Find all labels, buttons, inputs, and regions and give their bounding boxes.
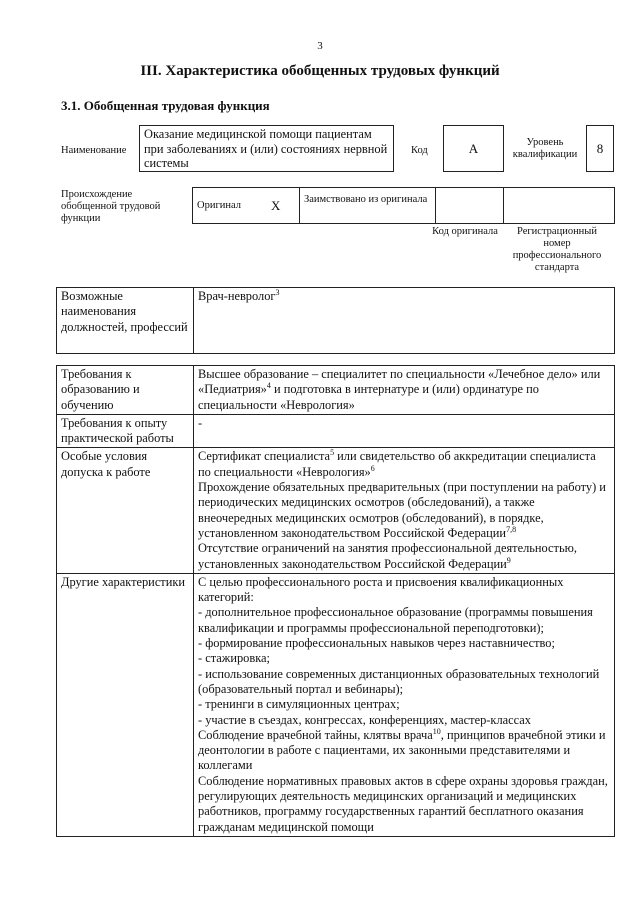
positions-cell [194,288,615,354]
experience-label: Требования к опыту практической работы [57,414,194,448]
positions-label: Возможные наименования должностей, профессий [57,288,194,354]
other-item-9: Соблюдение нормативных правовых актов в сфере охраны здоровья граждан, регулирующих деятельность медицинских организаций и медицинских работников, программу государственных гарантий бесплатного оказания гражданам медицинской помощи [198,773,608,834]
code-original-cell [436,188,504,224]
other-item-5: - использование современных дистанционных образовательных технологий (образовательный портал и вебинары); [198,666,600,696]
special-2-text: Прохождение обязательных предварительных (при поступлении на работу) и периодических медицинских осмотров (обследований), а также внеочередных медицинских осмотров (обследований), в порядке, установленном законодательством Российской Федерации [198,480,606,540]
other-item-4: - стажировка; [198,651,270,666]
level-value: 8 [596,141,604,156]
origin-table [192,187,615,224]
subsection-title: 3.1. Обобщенная трудовая функция [61,98,270,113]
special-label: Особые условия допуска к работе [57,448,194,573]
name-box [139,125,394,172]
special-item-2 [198,480,610,541]
positions-table [56,287,615,354]
code-label: Код [411,145,428,156]
special-2-sup: 7,8 [506,524,517,534]
positions-value: Врач-невролог [198,289,276,303]
special-1-sup2: 6 [370,463,375,473]
positions-sup: 3 [275,287,280,297]
code-original-caption: Код оригинала [432,226,498,237]
special-3-sup: 9 [506,555,511,565]
special-item-1 [198,449,610,480]
education-sup: 4 [266,381,271,391]
special-1-text-a: Сертификат специалиста [198,449,331,464]
education-label: Требования к образованию и обучению [57,366,194,415]
other-item-7: - участие в съездах, конгрессах, конференциях, мастер-классах [198,712,531,727]
reg-number-caption: Регистрационный номер профессионального стандарта [512,226,602,273]
other-8-text-b: , принципов врачебной этики и деонтологии в работе с пациентами, их законными представителями и коллегами [198,727,606,773]
special-1-sup: 5 [330,448,335,458]
other-8-sup: 10 [432,726,441,736]
page-number: 3 [317,40,323,52]
borrowed-label: Заимствовано из оригинала [300,188,436,224]
other-item-1: С целью профессионального роста и присвоения квалификационных категорий: [198,574,564,605]
special-item-3 [198,541,610,572]
special-cell [194,448,615,573]
special-3-text: Отсутствие ограничений на занятия профессиональной деятельностью, установленных законодательством Российской Федерации [198,541,577,571]
special-1-text-b: или свидетельство об аккредитации специалиста по специальности «Неврология» [198,449,596,479]
education-text-2: и подготовка в интернатуре и (или) ординатуре по специальности «Неврология» [198,382,539,412]
code-box [443,125,504,172]
reg-number-cell [504,188,615,224]
education-text-1: Высшее образование – специалитет по специальности «Лечебное дело» или «Педиатрия» [198,367,601,397]
name-value: Оказание медицинской помощи пациентам при заболеваниях и (или) состояниях нервной системы [144,127,388,170]
code-value: А [468,141,479,156]
other-item-3: - формирование профессиональных навыков через наставничество; [198,636,555,651]
other-8-text-a: Соблюдение врачебной тайны, клятвы врача [198,727,433,742]
other-item-2: - дополнительное профессиональное образование (программы повышения квалификации и программы профессиональной переподготовки); [198,605,593,635]
other-label: Другие характеристики [57,573,194,836]
experience-value: - [194,414,615,448]
education-cell [194,366,615,415]
original-mark: X [267,188,300,224]
other-item-8 [198,728,610,774]
section-title: III. Характеристика обобщенных трудовых функций [140,63,500,79]
requirements-table [56,365,615,837]
level-label: Уровень квалификации [512,137,578,160]
other-cell [194,573,615,836]
origin-label: Происхождение обобщенной трудовой функции [61,189,161,224]
level-box [586,125,614,172]
name-label: Наименование [61,145,127,156]
other-item-6: - тренинги в симуляционных центрах; [198,697,400,712]
original-label: Оригинал [193,188,268,224]
